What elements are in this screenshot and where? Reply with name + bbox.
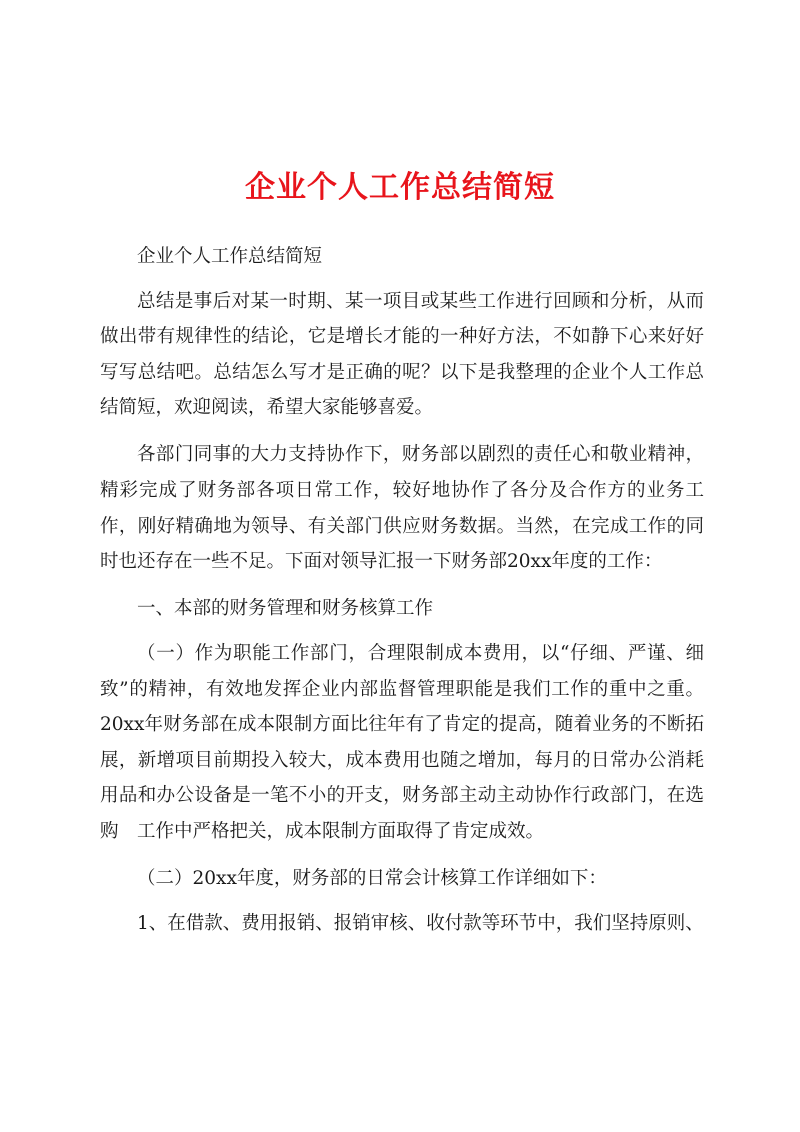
intro-paragraph: 总结是事后对某一时期、某一项目或某些工作进行回顾和分析，从而做出带有规律性的结论，它是增长才能的一种好方法，不如静下心来好好写写总结吧。总结怎么写才是正确的呢？以下是我整理的企业个人工作总结简短，欢迎阅读，希望大家能够喜爱。	[100, 290, 704, 419]
subtitle-paragraph: 企业个人工作总结简短	[137, 246, 323, 267]
document-title: 企业个人工作总结简短	[245, 170, 555, 205]
document-body	[100, 239, 704, 953]
summary-paragraph: 各部门同事的大力支持协作下，财务部以剧烈的责任心和敬业精神，精彩完成了财务部各项日常工作，较好地协作了各分及合作方的业务工作，刚好精确地为领导、有关部门供应财务数据。当然，在完成工作的同时也还存在一些不足。下面对领导汇报一下财务部20xx年度的工作：	[100, 444, 704, 573]
section-heading: 一、本部的财务管理和财务核算工作	[137, 598, 434, 620]
item-one-paragraph: 1、在借款、费用报销、报销审核、收付款等环节中，我们坚持原则、	[137, 912, 704, 934]
subsection-one-paragraph: （一）作为职能工作部门，合理限制成本费用，以“仔细、严谨、细致”的精神，有效地发挥企业内部监督管理职能是我们工作的重中之重。20xx年财务部在成本限制方面比往年有了肯定的提高，随着业务的不断拓展，新增项目前期投入较大，成本费用也随之增加，每月的日常办公消耗用品和办公设备是一笔不小的开支，财务部主动主动协作行政部门，在选购 工作中严格把关，成本限制方面取得了肯定成效。	[100, 642, 704, 842]
subsection-two-heading: （二）20xx年度，财务部的日常会计核算工作详细如下：	[137, 868, 607, 889]
